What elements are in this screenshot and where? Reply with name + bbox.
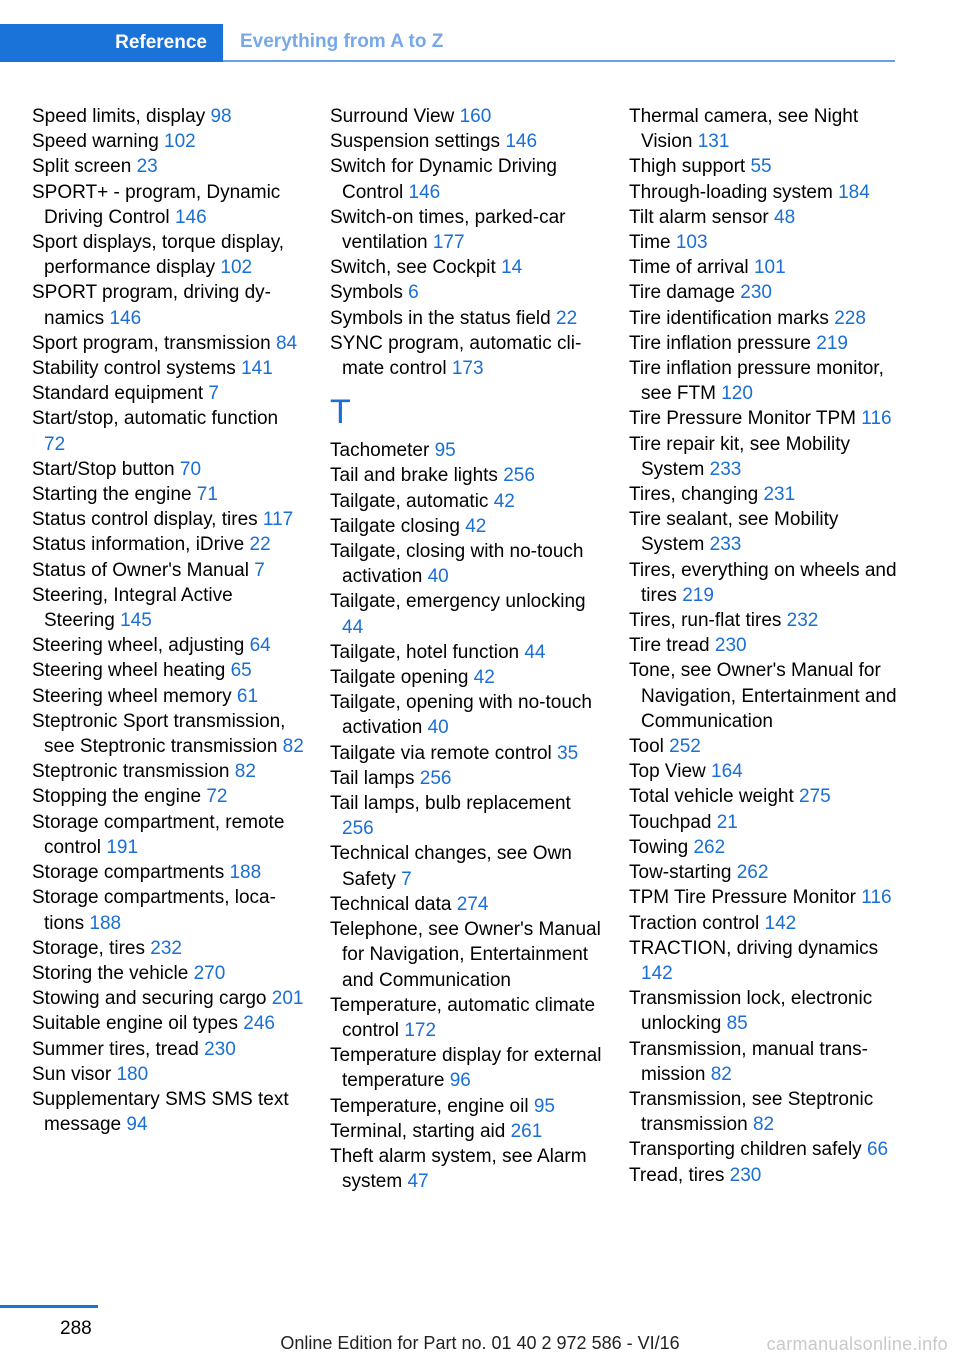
index-entry-term: Symbols: [330, 282, 403, 304]
index-entry-term: Storage compartments: [32, 862, 225, 884]
index-entry-term: Transporting children safely: [629, 1139, 862, 1161]
index-entry-term: Switch-on times, parked-car ventilation: [330, 206, 566, 254]
index-entry: [32, 331, 304, 356]
index-entry-term: Tailgate, automatic: [330, 490, 489, 512]
index-entry-term: Thigh support: [629, 156, 746, 178]
index-entry-term: Tailgate via remote control: [330, 742, 552, 764]
index-page-link[interactable]: 40: [427, 717, 449, 739]
index-entry: [629, 734, 901, 759]
index-entry-term: Start/Stop button: [32, 458, 175, 480]
index-page-link[interactable]: 256: [503, 465, 535, 487]
index-entry-term: Storage, tires: [32, 937, 145, 959]
index-entry-term: Tailgate, closing with no-touch activation: [330, 541, 584, 588]
index-page-link[interactable]: 160: [459, 106, 492, 127]
index-entry: [629, 205, 901, 230]
index-page-link[interactable]: 146: [109, 307, 142, 329]
index-entry: [629, 180, 901, 205]
index-page-link[interactable]: 82: [710, 1063, 732, 1085]
index-entry-term: Transmission lock, electronic unlocking: [629, 988, 873, 1035]
index-entry: [629, 936, 901, 986]
index-entry-term: SYNC program, automatic climate control: [330, 332, 582, 380]
index-page-link[interactable]: 180: [116, 1063, 149, 1085]
index-entry-term: Storage compartment, remote control: [32, 811, 285, 858]
index-page-link[interactable]: 40: [427, 566, 449, 588]
index-page-link[interactable]: 102: [220, 257, 253, 279]
index-entry-term: Tilt alarm sensor: [629, 206, 769, 228]
index-entry: [32, 986, 304, 1011]
section-tab-reference[interactable]: Reference: [0, 24, 223, 62]
index-entry-term: Touchpad: [629, 811, 712, 833]
watermark: carmanualsonline.info: [766, 1334, 948, 1354]
index-entry: [629, 406, 901, 431]
index-entry: [330, 331, 602, 381]
index-page-link[interactable]: 98: [210, 106, 232, 127]
index-page-link[interactable]: 188: [89, 912, 122, 934]
index-entry: [330, 766, 602, 791]
index-entry-term: Tire repair kit, see Mobility System: [629, 433, 851, 480]
index-entry-term: Technical changes, see Own Safety: [330, 843, 572, 890]
index-entry: [32, 885, 304, 935]
index-page-link[interactable]: 164: [711, 761, 743, 783]
index-entry-term: Temperature, automatic climate control: [330, 994, 596, 1041]
index-page-link[interactable]: 48: [774, 206, 796, 228]
index-page-link[interactable]: 116: [861, 408, 892, 430]
index-entry-term: Surround View: [330, 106, 455, 127]
index-entry-term: Tool: [629, 736, 664, 758]
index-page-link[interactable]: 246: [243, 1013, 275, 1035]
index-page-link[interactable]: 72: [44, 433, 66, 455]
index-entry: [330, 791, 602, 841]
index-page-link[interactable]: 44: [342, 616, 364, 638]
index-column-1: [32, 104, 304, 1137]
index-entry-term: Starting the engine: [32, 484, 192, 506]
index-entry: [330, 306, 602, 331]
index-page-link[interactable]: 261: [510, 1120, 543, 1142]
index-entry-term: Thermal camera, see Night Vision: [629, 106, 859, 153]
index-entry: [330, 993, 602, 1043]
index-entry: [629, 658, 901, 734]
index-entry-term: Supplementary SMS SMS text message: [32, 1088, 289, 1136]
index-page-link[interactable]: 82: [282, 736, 304, 758]
footer-accent-bar: [0, 1305, 98, 1308]
index-page-link[interactable]: 146: [174, 206, 207, 228]
index-page-link[interactable]: 201: [271, 988, 304, 1010]
index-entry: [330, 129, 602, 154]
index-entry-term: Storing the vehicle: [32, 962, 189, 984]
index-page-link[interactable]: 14: [501, 257, 523, 279]
index-entry: [32, 658, 304, 683]
index-entry-term: SPORT+ - program, Dynamic Driving Control: [32, 181, 281, 228]
index-entry: [32, 784, 304, 809]
index-page-link[interactable]: 184: [838, 181, 870, 203]
index-page-link[interactable]: 61: [236, 685, 259, 707]
index-entry: [330, 841, 602, 891]
index-entry-term: Tire Pressure Monitor TPM: [629, 408, 856, 430]
index-entry: [629, 507, 901, 557]
index-entry-term: Top View: [629, 761, 706, 783]
index-entry: [629, 860, 901, 885]
index-entry: [32, 558, 304, 583]
index-entry: [330, 463, 602, 488]
index-page-link[interactable]: 85: [726, 1013, 748, 1035]
index-entry: [629, 608, 901, 633]
index-entry-term: Summer tires, tread: [32, 1038, 199, 1060]
index-page-link[interactable]: 188: [229, 862, 262, 884]
index-page-link[interactable]: 141: [241, 358, 273, 380]
index-page-link[interactable]: 230: [204, 1038, 236, 1060]
index-page-link[interactable]: 230: [729, 1164, 762, 1186]
index-page-link[interactable]: 22: [249, 534, 271, 556]
index-page-link[interactable]: 23: [136, 156, 158, 178]
index-entry-term: Steptronic Sport transmission, see Steptronic transmission: [32, 710, 286, 758]
index-page-link[interactable]: 42: [493, 490, 515, 512]
index-page-link[interactable]: 232: [786, 610, 819, 632]
index-page-link[interactable]: 116: [861, 887, 892, 909]
index-page-link[interactable]: 65: [230, 660, 252, 682]
index-page-link[interactable]: 146: [505, 131, 538, 153]
index-entry: [32, 633, 304, 658]
index-entry: [330, 154, 602, 204]
index-entry: [32, 684, 304, 709]
index-page-link[interactable]: 173: [451, 358, 484, 380]
index-entry: [32, 280, 304, 330]
index-entry-term: Time: [629, 232, 671, 254]
index-entry: [629, 759, 901, 784]
index-entry-term: Start/stop, automatic function: [32, 408, 279, 430]
index-entry: [32, 507, 304, 532]
index-entry-term: Through-loading system: [629, 181, 833, 203]
index-page-link[interactable]: 262: [693, 836, 726, 858]
index-entry-term: Status information, iDrive: [32, 534, 245, 556]
index-entry-term: Tread, tires: [629, 1164, 725, 1186]
index-page-link[interactable]: 142: [764, 912, 797, 934]
index-page-link[interactable]: 103: [675, 232, 708, 254]
index-column-3: [629, 104, 901, 1188]
index-page-link[interactable]: 233: [709, 458, 742, 480]
index-page-link[interactable]: 42: [473, 667, 495, 689]
index-entry-term: Transmission, see Steptronic transmission: [629, 1088, 874, 1136]
index-page-link[interactable]: 120: [721, 383, 753, 405]
index-page-link[interactable]: 256: [342, 818, 374, 840]
index-page-link[interactable]: 101: [753, 257, 786, 279]
index-entry-term: Steering, Integral Active Steering: [32, 584, 233, 632]
index-entry-term: Tire damage: [629, 282, 735, 304]
index-page-link[interactable]: 82: [752, 1114, 775, 1136]
index-entry: [32, 1037, 304, 1062]
index-entry: [32, 936, 304, 961]
index-entry: [629, 104, 901, 154]
index-entry-term: Tire inflation pressure: [629, 332, 811, 354]
index-entry: [32, 759, 304, 784]
index-page-link[interactable]: 94: [126, 1114, 148, 1136]
index-entry-term: Total vehicle weight: [629, 786, 794, 808]
index-page-link[interactable]: 232: [150, 937, 182, 959]
index-page-link[interactable]: 47: [407, 1171, 429, 1193]
index-page-link[interactable]: 117: [262, 509, 294, 531]
index-page-link[interactable]: 95: [434, 440, 456, 462]
index-entry-term: SPORT program, driving dynamics: [32, 282, 271, 329]
index-entry: [330, 892, 602, 917]
index-entry: [629, 1163, 901, 1188]
index-letter-heading: T: [330, 393, 351, 432]
index-entry-term: Symbols in the status field: [330, 307, 551, 329]
index-entry: [32, 1087, 304, 1137]
index-entry: [32, 583, 304, 633]
index-page-link[interactable]: 102: [164, 131, 196, 153]
index-entry-term: Tire sealant, see Mobility System: [629, 509, 839, 556]
index-entry-term: TRACTION, driving dynamics: [629, 937, 879, 959]
index-entry: [330, 438, 602, 463]
index-entry-term: Stability control systems: [32, 358, 236, 380]
index-page-link[interactable]: 146: [408, 181, 441, 203]
index-page-link[interactable]: 82: [234, 761, 256, 783]
index-entry: [32, 129, 304, 154]
index-entry: [330, 489, 602, 514]
index-entry: [330, 741, 602, 766]
section-tab-a-to-z[interactable]: Everything from A to Z: [240, 31, 444, 52]
index-entry-term: Steering wheel heating: [32, 660, 226, 682]
index-entry: [629, 356, 901, 406]
index-entry: [32, 860, 304, 885]
index-page-link[interactable]: 252: [669, 736, 701, 758]
index-page-link[interactable]: 219: [816, 332, 848, 354]
index-entry: [629, 230, 901, 255]
index-entry: [629, 306, 901, 331]
index-entry: [330, 280, 602, 305]
index-entry: [330, 665, 602, 690]
index-page-link[interactable]: 7: [401, 868, 412, 890]
index-entry: [32, 230, 304, 280]
index-entry-term: Switch, see Cockpit: [330, 257, 496, 279]
index-entry: [32, 532, 304, 557]
index-entry: [32, 381, 304, 406]
index-entry: [32, 154, 304, 179]
index-page-link[interactable]: 177: [432, 232, 465, 254]
index-page-link[interactable]: 84: [275, 332, 298, 354]
index-entry: [629, 280, 901, 305]
index-entry: [629, 1087, 901, 1137]
index-entry-term: Tailgate closing: [330, 515, 460, 537]
index-entry-term: Tires, changing: [629, 484, 759, 506]
index-page-link[interactable]: 42: [465, 515, 487, 537]
index-page-link[interactable]: 96: [449, 1070, 471, 1092]
index-page-link[interactable]: 95: [533, 1095, 555, 1117]
index-entry-term: Tail lamps, bulb replacement: [330, 793, 571, 815]
index-page-link[interactable]: 6: [408, 282, 419, 304]
index-entry-term: Tire identification marks: [629, 307, 829, 329]
index-page-link[interactable]: 270: [193, 962, 226, 984]
index-page-link[interactable]: 142: [641, 962, 673, 984]
index-page-link[interactable]: 71: [196, 484, 218, 506]
index-entry: [629, 911, 901, 936]
index-entry-term: Telephone, see Owner's Manual for Navigation, Entertainment and Communication: [330, 919, 601, 991]
index-entry-term: Status of Owner's Manual: [32, 559, 249, 581]
index-entry-term: Sport program, transmission: [32, 332, 271, 354]
index-entry: [330, 1144, 602, 1194]
index-page-link[interactable]: 231: [763, 484, 796, 506]
index-entry: [330, 1094, 602, 1119]
index-entry-term: Stopping the engine: [32, 786, 202, 808]
header-divider: [223, 60, 895, 62]
index-page-link[interactable]: 233: [709, 534, 742, 556]
index-entry-term: Suitable engine oil types: [32, 1013, 238, 1035]
index-entry: [330, 640, 602, 665]
index-page-link[interactable]: 66: [866, 1139, 889, 1161]
index-page-link[interactable]: 72: [206, 786, 228, 808]
index-entry: [32, 180, 304, 230]
index-entry: [32, 104, 304, 129]
index-entry: [330, 1119, 602, 1144]
index-entry-term: Sport displays, torque display, performance display: [32, 232, 285, 279]
index-entry: [629, 633, 901, 658]
index-entry-term: Stowing and securing cargo: [32, 988, 267, 1010]
index-entry-term: Tires, run-flat tires: [629, 610, 782, 632]
index-entry-term: Time of arrival: [629, 257, 749, 279]
index-entry-term: TPM Tire Pressure Monitor: [629, 887, 856, 909]
index-page-link[interactable]: 191: [106, 836, 139, 858]
index-entry-term: Towing: [629, 836, 689, 858]
index-entry: [330, 589, 602, 639]
index-entry: [32, 356, 304, 381]
index-entry: [629, 432, 901, 482]
index-entry-term: Speed limits, display: [32, 106, 206, 127]
index-entry: [629, 331, 901, 356]
index-entry-term: Speed warning: [32, 131, 159, 153]
index-entry-term: Steering wheel memory: [32, 685, 232, 707]
index-page-link[interactable]: 131: [697, 131, 730, 153]
index-page-link[interactable]: 256: [419, 767, 452, 789]
index-entry: [32, 961, 304, 986]
index-page-link[interactable]: 145: [120, 610, 152, 632]
index-entry-term: Split screen: [32, 156, 132, 178]
index-entry: [330, 205, 602, 255]
edition-note: Online Edition for Part no. 01 40 2 972 586 - VI/16: [280, 1333, 680, 1353]
index-page-link[interactable]: 230: [740, 282, 772, 304]
index-entry: [629, 482, 901, 507]
index-entry: [330, 539, 602, 589]
index-entry-term: Tire inflation pressure monitor, see FTM: [629, 358, 884, 405]
index-entry-term: Tire tread: [629, 635, 710, 657]
index-page-link[interactable]: 35: [557, 742, 579, 764]
index-entry-term: Tailgate, emergency unlocking: [330, 591, 586, 613]
index-page-link[interactable]: 7: [208, 383, 219, 405]
page-number: 288: [60, 1318, 92, 1339]
index-entry-term: Steering wheel, adjusting: [32, 635, 245, 657]
index-entry: [629, 255, 901, 280]
index-entry: [629, 784, 901, 809]
index-page-link[interactable]: 7: [254, 559, 265, 581]
index-entry: [629, 558, 901, 608]
index-entry: [629, 1037, 901, 1087]
index-page-link[interactable]: 230: [714, 635, 747, 657]
index-page-link[interactable]: 228: [834, 307, 866, 329]
index-entry: [32, 1011, 304, 1036]
index-entry: [629, 1137, 901, 1162]
index-entry: [32, 810, 304, 860]
index-entry-term: Suspension settings: [330, 131, 501, 153]
index-entry: [32, 482, 304, 507]
index-entry: [330, 514, 602, 539]
index-entry-term: Tailgate, opening with no-touch activation: [330, 692, 592, 739]
index-page-link[interactable]: 22: [556, 307, 578, 329]
index-entry-term: Tone, see Owner's Manual for Navigation, Entertainment and Communication: [629, 660, 897, 732]
page-header: [0, 24, 895, 62]
index-entry-term: Storage compartments, locations: [32, 887, 276, 934]
index-entry: [330, 255, 602, 280]
index-entry-term: Steptronic transmission: [32, 761, 230, 783]
index-entry-term: Technical data: [330, 893, 452, 915]
index-page-link[interactable]: 262: [736, 862, 769, 884]
index-entry-term: Tailgate opening: [330, 667, 469, 689]
index-entry-term: Tow-starting: [629, 862, 732, 884]
index-entry: [629, 986, 901, 1036]
index-entry: [629, 810, 901, 835]
index-page-link[interactable]: 64: [249, 635, 271, 657]
index-page-link[interactable]: 55: [750, 156, 772, 178]
index-entry: [32, 1062, 304, 1087]
index-entry-term: Status control display, tires: [32, 509, 258, 531]
index-page-link[interactable]: 44: [524, 641, 546, 663]
index-entry-term: Temperature display for external temperature: [330, 1045, 602, 1092]
index-column-2: [330, 104, 602, 1194]
index-page-link[interactable]: 21: [716, 811, 738, 833]
index-entry: [32, 457, 304, 482]
index-entry-term: Theft alarm system, see Alarm system: [330, 1145, 587, 1193]
index-entry-term: Terminal, starting aid: [330, 1120, 506, 1142]
index-entry-term: Sun visor: [32, 1063, 112, 1085]
index-entry: [32, 709, 304, 759]
index-page-link[interactable]: 275: [799, 786, 831, 808]
index-entry: [330, 104, 602, 129]
index-entry-term: Standard equipment: [32, 383, 204, 405]
index-entry: [629, 835, 901, 860]
index-entry: [629, 885, 901, 910]
index-page-link[interactable]: 219: [682, 584, 714, 606]
index-entry: [330, 917, 602, 993]
index-entry-term: Tires, everything on wheels and tires: [629, 559, 897, 606]
index-entry-term: Switch for Dynamic Driving Control: [330, 156, 557, 203]
index-entry: [330, 690, 602, 740]
index-entry-term: Temperature, engine oil: [330, 1095, 529, 1117]
index-page-link[interactable]: 274: [456, 893, 489, 915]
index-entry-term: Tail lamps: [330, 767, 415, 789]
index-entry-term: Tachometer: [330, 440, 430, 462]
index-entry-term: Tail and brake lights: [330, 465, 498, 487]
index-entry: [330, 1043, 602, 1093]
index-page-link[interactable]: 70: [179, 458, 202, 480]
index-page-link[interactable]: 172: [404, 1019, 437, 1041]
index-entry: [629, 154, 901, 179]
index-entry-term: Tailgate, hotel function: [330, 641, 520, 663]
index-entry-term: Transmission, manual transmission: [629, 1038, 868, 1085]
index-entry-term: Traction control: [629, 912, 760, 934]
index-entry: [32, 406, 304, 456]
